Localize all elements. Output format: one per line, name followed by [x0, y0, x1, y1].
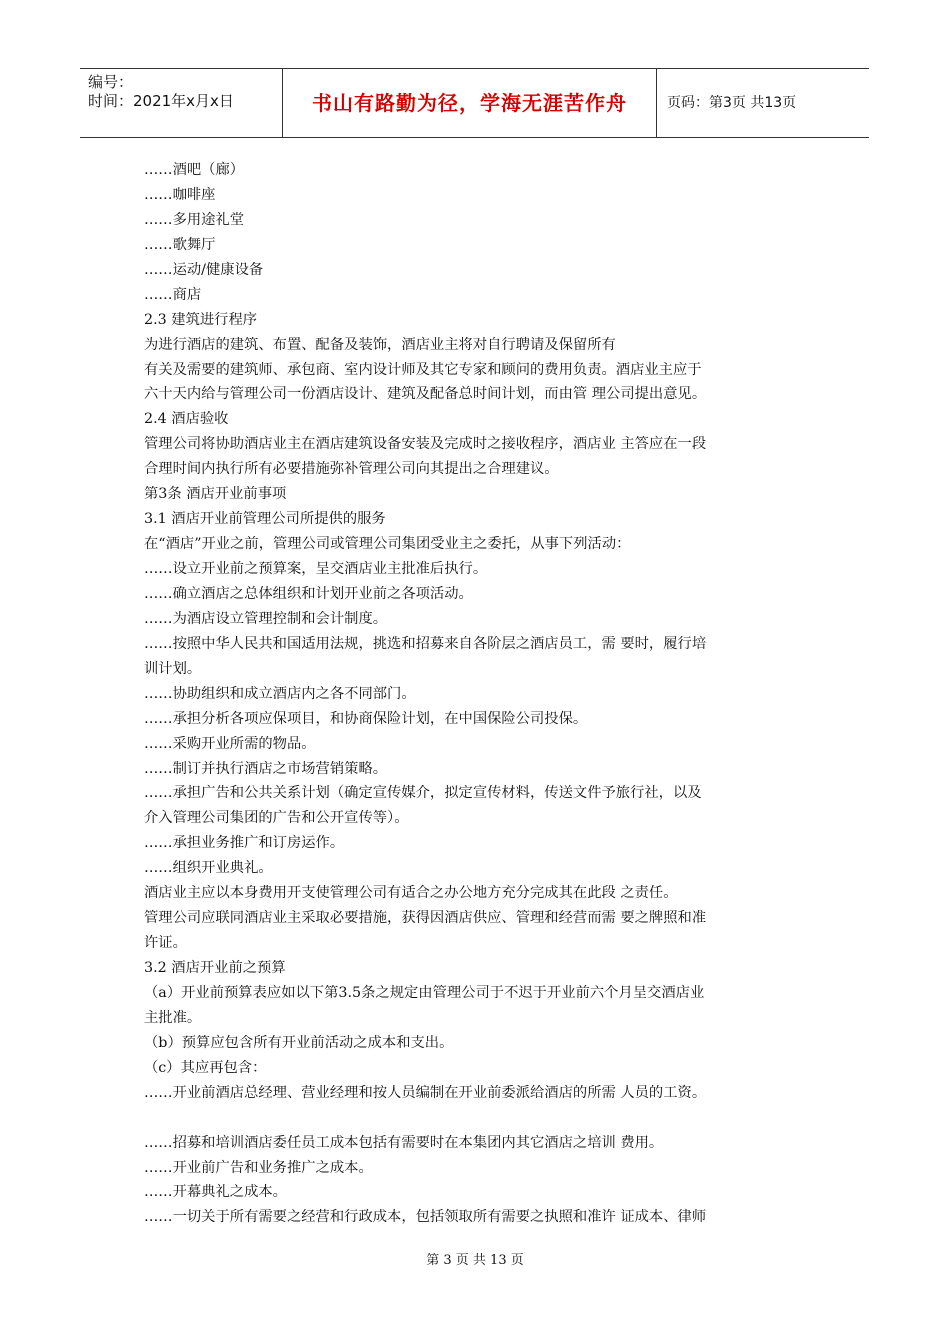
body-line: ……确立酒店之总体组织和计划开业前之各项活动。: [144, 585, 473, 602]
body-line: ……设立开业前之预算案，呈交酒店业主批准后执行。: [144, 561, 488, 577]
body-line: 主批准。: [144, 1009, 202, 1026]
body-line: 许证。: [144, 935, 187, 952]
body-line: （c）其应再包含：: [144, 1059, 267, 1076]
body-line: 有关及需要的建筑师、承包商、室内设计师及其它专家和顾问的费用负责。酒店业主应于: [144, 361, 702, 378]
body-line: ……承担业务推广和订房运作。: [144, 835, 345, 852]
body-line: ……开业前广告和业务推广之成本。: [144, 1159, 373, 1176]
document-body: [144, 158, 810, 1230]
header-page-number: 页码：第3页 共13页: [667, 95, 797, 111]
body-line: （b）预算应包含所有开业前活动之成本和支出。: [144, 1034, 454, 1051]
body-line: 在“酒店”开业之前，管理公司或管理公司集团受业主之委托，从事下列活动：: [144, 536, 631, 553]
body-line: 管理公司将协助酒店业主在酒店建筑设备安装及完成时之接收程序，酒店业 主答应在一段: [144, 436, 707, 453]
body-line: ……承担分析各项应保项目，和协商保险计划，在中国保险公司投保。: [144, 710, 588, 727]
body-line: 第3条 酒店开业前事项: [144, 486, 287, 503]
body-line: 为进行酒店的建筑、布置、配备及装饰，酒店业主将对自行聘请及保留所有: [144, 336, 616, 353]
body-line: 2.3 建筑进行程序: [144, 311, 258, 328]
body-line: ……开幕典礼之成本。: [144, 1184, 287, 1201]
body-line: （a）开业前预算表应如以下第3.5条之规定由管理公司于不迟于开业前六个月呈交酒店业: [144, 984, 705, 1001]
body-line: 2.4 酒店验收: [144, 411, 229, 428]
date-label: 时间：2021年x月x日: [88, 92, 234, 110]
body-line: ……制订并执行酒店之市场营销策略。: [144, 760, 388, 777]
body-line: ……歌舞厅: [144, 236, 216, 253]
body-line: ……运动/健康设备: [144, 261, 264, 278]
page-header: [80, 68, 869, 138]
body-line: ……多用途礼堂: [144, 211, 245, 228]
body-line: 3.2 酒店开业前之预算: [144, 960, 286, 976]
body-line: 酒店业主应以本身费用开支使管理公司有适合之办公地方充分完成其在此段 之责任。: [144, 885, 678, 902]
body-line: ……为酒店设立管理控制和会计制度。: [144, 610, 388, 627]
body-line: ……酒吧（廊）: [144, 162, 245, 178]
body-line: 介入管理公司集团的广告和公开宣传等）。: [144, 810, 409, 827]
body-line: ……采购开业所需的物品。: [144, 735, 316, 752]
body-line: ……组织开业典礼。: [144, 860, 273, 877]
body-line: ……开业前酒店总经理、营业经理和按人员编制在开业前委派给酒店的所需 人员的工资。: [144, 1084, 707, 1101]
body-line: ……咖啡座: [144, 186, 216, 203]
body-line: 六十天内给与管理公司一份酒店设计、建筑及配备总时间计划，而由管 理公司提出意见。: [144, 386, 707, 403]
body-line: [144, 1106, 810, 1131]
body-line: ……一切关于所有需要之经营和行政成本，包括领取所有需要之执照和准许 证成本、律师: [144, 1209, 707, 1226]
body-line: 3.1 酒店开业前管理公司所提供的服务: [144, 511, 386, 528]
page-footer: 第 3 页 共 13 页: [426, 1253, 524, 1268]
body-line: ……招募和培训酒店委任员工成本包括有需要时在本集团内其它酒店之培训 费用。: [144, 1134, 664, 1151]
body-line: ……商店: [144, 286, 202, 303]
number-label: 编号：: [88, 73, 134, 91]
body-line: 管理公司应联同酒店业主采取必要措施，获得因酒店供应、管理和经营而需 要之牌照和准: [144, 910, 707, 927]
header-motto: 书山有路勤为径，学海无涯苦作舟: [282, 69, 657, 137]
body-line: ……协助组织和成立酒店内之各不同部门。: [144, 685, 416, 702]
body-line: ……承担广告和公共关系计划（确定宣传媒介，拟定宣传材料，传送文件予旅行社，以及: [144, 785, 702, 802]
body-line: ……按照中华人民共和国适用法规，挑选和招募来自各阶层之酒店员工，需 要时，履行培: [144, 635, 707, 652]
header-meta: [80, 69, 282, 137]
body-line: 训计划。: [144, 660, 202, 677]
body-line: 合理时间内执行所有必要措施弥补管理公司向其提出之合理建议。: [144, 461, 559, 478]
